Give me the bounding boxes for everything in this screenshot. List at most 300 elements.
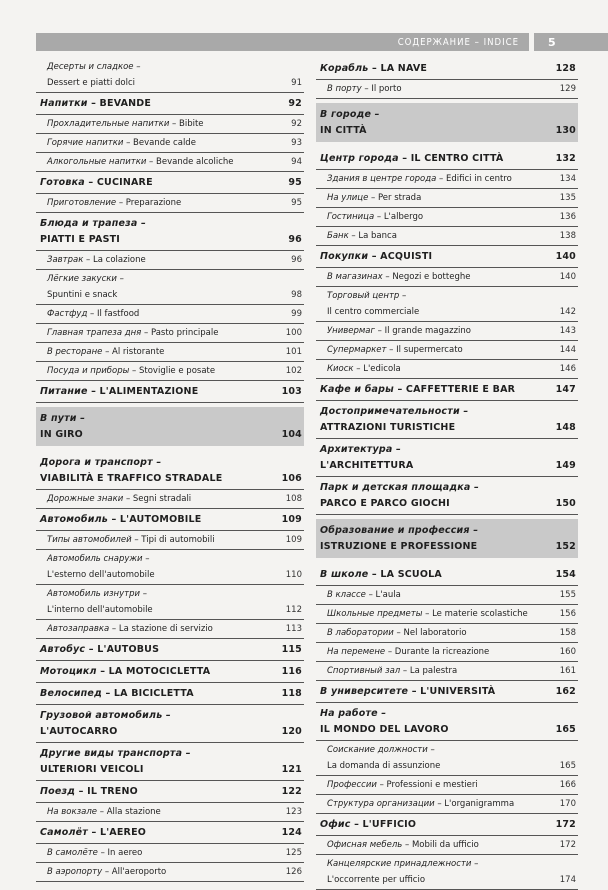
russian-term: Автомобиль изнутри – — [47, 589, 147, 599]
toc-chapter — [36, 743, 304, 781]
toc-chapter — [36, 213, 304, 251]
toc-line — [316, 722, 578, 738]
page-ref: 109 — [285, 535, 302, 545]
toc-line — [316, 539, 578, 555]
toc-chapter — [316, 703, 578, 741]
toc-text — [36, 154, 233, 170]
page-ref: 92 — [288, 98, 302, 109]
header-band — [36, 33, 529, 51]
page-ref: 112 — [285, 605, 302, 615]
toc-text — [36, 216, 146, 232]
italian-term: – Il supermercato — [386, 345, 463, 355]
toc-line — [316, 663, 578, 679]
italian-term: – Mobili da ufficio — [402, 840, 479, 850]
russian-term: На работе – — [320, 708, 387, 719]
toc-text — [36, 708, 171, 724]
toc-line — [36, 825, 304, 841]
toc-text — [316, 61, 427, 77]
toc-line — [316, 458, 578, 474]
toc-line — [316, 420, 578, 436]
russian-term: В порту — [327, 84, 362, 94]
toc-subentry — [316, 189, 578, 208]
russian-term: Велосипед — [40, 688, 102, 699]
toc-line — [36, 491, 304, 507]
toc-line — [36, 686, 304, 702]
italian-term: Il centro commerciale — [327, 307, 420, 317]
toc-line — [36, 271, 304, 287]
toc-text — [316, 304, 419, 320]
toc-line — [316, 249, 578, 265]
toc-subentry — [316, 586, 578, 605]
toc-subentry — [36, 585, 304, 620]
toc-text — [36, 306, 139, 322]
italian-term: PARCO E PARCO GIOCHI — [320, 498, 450, 509]
russian-term: Главная трапеза дня — [47, 328, 142, 338]
toc-chapter — [316, 477, 578, 515]
russian-term: В магазинах — [327, 272, 383, 282]
page-ref: 152 — [555, 541, 576, 552]
toc-subentry — [316, 287, 578, 322]
toc-line — [36, 96, 304, 112]
toc-chapter — [36, 452, 304, 490]
toc-text — [316, 249, 432, 265]
toc-line — [36, 232, 304, 248]
toc-subentry — [36, 153, 304, 172]
toc-text — [36, 271, 124, 287]
italian-term: – L'edicola — [353, 364, 401, 374]
toc-text — [36, 864, 166, 880]
toc-line — [36, 471, 304, 487]
toc-text — [36, 287, 117, 303]
toc-text — [316, 404, 468, 420]
toc-subentry — [36, 58, 304, 93]
header-title: СОДЕРЖАНИЕ – INDICE — [397, 36, 519, 48]
toc-chapter — [36, 705, 304, 743]
page-ref: 174 — [559, 875, 576, 885]
italian-term: – Pasto principale — [141, 328, 219, 338]
toc-line — [316, 288, 578, 304]
page-ref: 138 — [559, 231, 576, 241]
toc-text — [316, 777, 478, 793]
toc-text — [316, 663, 457, 679]
toc-line — [316, 872, 578, 888]
italian-term: – Nel laboratorio — [393, 628, 467, 638]
italian-term: – Professioni e mestieri — [376, 780, 478, 790]
toc-text — [316, 480, 479, 496]
italian-term: – LA BICICLETTA — [101, 688, 194, 699]
italian-term: L'AUTOCARRO — [40, 726, 118, 737]
page-ref: 126 — [285, 867, 302, 877]
toc-text — [316, 323, 471, 339]
toc-line — [316, 496, 578, 512]
toc-line — [316, 228, 578, 244]
italian-term: – LA SCUOLA — [368, 569, 442, 580]
italian-term: IN CITTÀ — [320, 125, 367, 136]
toc-text — [316, 567, 442, 583]
page-ref: 91 — [291, 78, 302, 88]
page-ref: 104 — [281, 429, 302, 440]
toc-text — [36, 384, 198, 400]
toc-subentry — [36, 194, 304, 213]
russian-term: Блюда и трапеза – — [40, 218, 146, 229]
toc-text — [36, 252, 146, 268]
page-ref: 160 — [559, 647, 576, 657]
russian-term: Горячие напитки — [47, 138, 124, 148]
russian-term: Школьные предметы — [327, 609, 423, 619]
toc-subentry — [316, 836, 578, 855]
toc-chapter — [316, 681, 578, 703]
toc-line — [36, 621, 304, 637]
italian-term: – ACQUISTI — [368, 251, 433, 262]
toc-subentry — [36, 305, 304, 324]
italian-term: – La palestra — [400, 666, 458, 676]
toc-text — [36, 586, 147, 602]
russian-term: Другие виды транспорта – — [40, 748, 191, 759]
toc-line — [36, 455, 304, 471]
toc-line — [36, 708, 304, 724]
russian-term: Поезд — [40, 786, 76, 797]
russian-term: Напитки — [40, 98, 88, 109]
toc-text — [316, 151, 504, 167]
toc-subentry — [316, 341, 578, 360]
toc-subentry — [316, 227, 578, 246]
italian-term: – Bevande alcoliche — [146, 157, 234, 167]
page-ref: 124 — [281, 827, 302, 838]
toc-text — [316, 361, 401, 377]
toc-line — [316, 817, 578, 833]
page-ref: 118 — [281, 688, 302, 699]
toc-column-right — [316, 58, 578, 890]
russian-term: Достопримечательности – — [320, 406, 469, 417]
toc-text — [316, 342, 463, 358]
toc-line — [36, 59, 304, 75]
russian-term: Соискание должности – — [327, 745, 435, 755]
toc-line — [36, 154, 304, 170]
italian-term: – CUCINARE — [84, 177, 153, 188]
toc-line — [316, 382, 578, 398]
toc-subentry — [316, 360, 578, 379]
page-ref: 156 — [559, 609, 576, 619]
toc-line — [316, 304, 578, 320]
italian-term: – L'UNIVERSITÀ — [408, 686, 496, 697]
page-ref: 146 — [559, 364, 576, 374]
italian-term: – L'AEREO — [87, 827, 147, 838]
toc-text — [36, 344, 164, 360]
italian-term: – Al ristorante — [102, 347, 165, 357]
page-ref: 140 — [559, 272, 576, 282]
toc-text — [316, 420, 455, 436]
toc-line — [316, 742, 578, 758]
toc-text — [36, 664, 210, 680]
toc-text — [316, 706, 386, 722]
russian-term: Образование и профессия – — [320, 525, 479, 536]
toc-subentry — [316, 855, 578, 890]
page-ref: 109 — [281, 514, 302, 525]
page-ref: 101 — [285, 347, 302, 357]
toc-chapter — [36, 381, 304, 403]
toc-chapter — [36, 661, 304, 683]
russian-term: Типы автомобилей — [47, 535, 132, 545]
russian-term: В лаборатории — [327, 628, 394, 638]
italian-term: – Il porto — [361, 84, 402, 94]
toc-line — [36, 195, 304, 211]
russian-term: Универмаг — [327, 326, 375, 336]
toc-text — [316, 123, 367, 139]
toc-text — [36, 845, 142, 861]
toc-subentry — [36, 531, 304, 550]
italian-term: – L'ALIMENTAZIONE — [87, 386, 199, 397]
page-ref: 172 — [559, 840, 576, 850]
page-ref: 140 — [555, 251, 576, 262]
toc-text — [316, 539, 477, 555]
page-ref: 128 — [555, 63, 576, 74]
page-ref: 116 — [281, 666, 302, 677]
russian-term: На перемене — [327, 647, 386, 657]
page-ref: 115 — [281, 644, 302, 655]
russian-term: Торговый центр – — [327, 291, 407, 301]
toc-line — [316, 107, 578, 123]
toc-column-left — [36, 58, 304, 882]
italian-term: L'interno dell'automobile — [47, 605, 153, 615]
toc-text — [36, 411, 85, 427]
toc-subentry — [316, 208, 578, 227]
toc-line — [36, 532, 304, 548]
toc-subentry — [36, 362, 304, 381]
toc-line — [36, 216, 304, 232]
toc-chapter — [316, 379, 578, 401]
toc-line — [316, 323, 578, 339]
italian-term: – Bevande calde — [123, 138, 196, 148]
toc-line — [316, 171, 578, 187]
russian-term: Десерты и сладкое – — [47, 62, 141, 72]
toc-line — [316, 190, 578, 206]
toc-line — [36, 864, 304, 880]
page-ref: 96 — [288, 234, 302, 245]
toc-subentry — [316, 624, 578, 643]
toc-subentry — [316, 662, 578, 681]
italian-term: – All'aeroporto — [102, 867, 167, 877]
toc-text — [36, 621, 213, 637]
page-header — [36, 33, 608, 51]
page-ref: 170 — [559, 799, 576, 809]
russian-term: Канцелярские принадлежности – — [327, 859, 479, 869]
italian-term: ULTERIORI VEICOLI — [40, 764, 144, 775]
toc-chapter — [36, 93, 304, 115]
page-ref: 108 — [285, 494, 302, 504]
toc-subentry — [316, 322, 578, 341]
page-ref: 102 — [285, 366, 302, 376]
page-ref: 162 — [555, 686, 576, 697]
page-ref: 147 — [555, 384, 576, 395]
toc-line — [316, 837, 578, 853]
toc-text — [36, 532, 215, 548]
toc-line — [316, 684, 578, 700]
toc-line — [316, 758, 578, 774]
toc-line — [36, 512, 304, 528]
toc-text — [36, 175, 153, 191]
italian-term: – L'albergo — [374, 212, 424, 222]
russian-term: Завтрак — [47, 255, 84, 265]
russian-term: Самолёт — [40, 827, 88, 838]
page-ref: 125 — [285, 848, 302, 858]
toc-subentry — [36, 550, 304, 585]
toc-line — [316, 796, 578, 812]
toc-line — [36, 306, 304, 322]
page-ref: 149 — [555, 460, 576, 471]
toc-subentry — [36, 620, 304, 639]
russian-term: Мотоцикл — [40, 666, 97, 677]
russian-term: На вокзале — [47, 807, 98, 817]
toc-line — [316, 81, 578, 97]
russian-term: Алкогольные напитки — [47, 157, 147, 167]
toc-subentry — [36, 490, 304, 509]
italian-term: – In aereo — [97, 848, 143, 858]
toc-text — [36, 825, 146, 841]
italian-term: L'occorrente per ufficio — [327, 875, 426, 885]
toc-text — [316, 209, 423, 225]
page-ref: 135 — [559, 193, 576, 203]
toc-line — [316, 404, 578, 420]
russian-term: Дорожные знаки — [47, 494, 124, 504]
page-ref: 134 — [559, 174, 576, 184]
russian-term: Офис — [320, 819, 351, 830]
russian-term: На улице — [327, 193, 369, 203]
toc-text — [316, 382, 515, 398]
toc-text — [36, 746, 191, 762]
page-ref: 96 — [291, 255, 302, 265]
italian-term: La domanda di assunzione — [327, 761, 441, 771]
toc-line — [36, 845, 304, 861]
page-ref: 161 — [559, 666, 576, 676]
page-ref: 95 — [291, 198, 302, 208]
russian-term: Банк — [327, 231, 349, 241]
toc-section — [316, 103, 578, 142]
toc-line — [316, 442, 578, 458]
toc-chapter — [36, 172, 304, 194]
italian-term: – L'organigramma — [434, 799, 515, 809]
toc-line — [316, 567, 578, 583]
toc-line — [316, 644, 578, 660]
italian-term: – IL CENTRO CITTÀ — [398, 153, 504, 164]
toc-subentry — [36, 343, 304, 362]
toc-line — [316, 777, 578, 793]
toc-text — [36, 567, 155, 583]
italian-term: IL MONDO DEL LAVORO — [320, 724, 449, 735]
page-ref: 143 — [559, 326, 576, 336]
toc-line — [36, 252, 304, 268]
italian-term: – Segni stradali — [123, 494, 192, 504]
italian-term: – Negozi e botteghe — [382, 272, 471, 282]
italian-term: – Alla stazione — [97, 807, 161, 817]
russian-term: Спортивный зал — [327, 666, 401, 676]
page-ref: 98 — [291, 290, 302, 300]
toc-chapter — [36, 683, 304, 705]
italian-term: – Stoviglie e posate — [129, 366, 216, 376]
toc-line — [36, 175, 304, 191]
toc-text — [316, 872, 425, 888]
russian-term: Покупки — [320, 251, 369, 262]
page-ref: 120 — [281, 726, 302, 737]
toc-text — [316, 837, 479, 853]
toc-text — [316, 458, 413, 474]
toc-line — [36, 642, 304, 658]
page-ref: 142 — [559, 307, 576, 317]
italian-term: L'esterno dell'automobile — [47, 570, 155, 580]
toc-text — [36, 135, 196, 151]
toc-subentry — [36, 270, 304, 305]
italian-term: Dessert e piatti dolci — [47, 78, 136, 88]
toc-line — [316, 523, 578, 539]
russian-term: Дорога и транспорт – — [40, 457, 162, 468]
toc-text — [36, 75, 135, 91]
italian-term: – La banca — [348, 231, 397, 241]
toc-line — [36, 567, 304, 583]
toc-text — [36, 195, 181, 211]
toc-line — [316, 209, 578, 225]
toc-line — [36, 116, 304, 132]
russian-term: Центр города — [320, 153, 399, 164]
toc-text — [316, 107, 380, 123]
russian-term: В университете — [320, 686, 409, 697]
toc-text — [36, 116, 204, 132]
toc-text — [316, 523, 478, 539]
russian-term: В аэропорту — [47, 867, 103, 877]
italian-term: – Le materie scolastiche — [422, 609, 528, 619]
toc-text — [36, 471, 222, 487]
toc-line — [316, 606, 578, 622]
toc-line — [316, 625, 578, 641]
toc-text — [36, 427, 83, 443]
page-ref: 122 — [281, 786, 302, 797]
toc-text — [316, 625, 467, 641]
toc-subentry — [316, 795, 578, 814]
toc-text — [36, 551, 150, 567]
italian-term: – Per strada — [368, 193, 422, 203]
russian-term: Прохладительные напитки — [47, 119, 170, 129]
italian-term: – LA MOTOCICLETTA — [96, 666, 211, 677]
italian-term: – CAFFETTERIE E BAR — [393, 384, 516, 395]
page-ref: 110 — [285, 570, 302, 580]
toc-text — [316, 81, 402, 97]
toc-chapter — [36, 781, 304, 803]
toc-line — [36, 287, 304, 303]
toc-subentry — [36, 134, 304, 153]
russian-term: Профессии — [327, 780, 377, 790]
page-ref: 103 — [281, 386, 302, 397]
toc-text — [316, 742, 435, 758]
toc-chapter — [316, 401, 578, 439]
russian-term: Лёгкие закуски – — [47, 274, 124, 284]
toc-line — [316, 706, 578, 722]
toc-text — [36, 325, 218, 341]
russian-term: В ресторане — [47, 347, 103, 357]
toc-line — [316, 61, 578, 77]
italian-term: – Edifici in centro — [436, 174, 512, 184]
toc-line — [36, 586, 304, 602]
toc-subentry — [316, 268, 578, 287]
toc-subentry — [36, 844, 304, 863]
toc-text — [316, 644, 489, 660]
page-ref: 100 — [285, 328, 302, 338]
italian-term: PIATTI E PASTI — [40, 234, 121, 245]
toc-subentry — [316, 643, 578, 662]
toc-line — [316, 361, 578, 377]
toc-text — [36, 686, 194, 702]
page-ref: 172 — [555, 819, 576, 830]
toc-line — [36, 804, 304, 820]
russian-term: Автомобиль снаружи – — [47, 554, 150, 564]
russian-term: В школе — [320, 569, 369, 580]
